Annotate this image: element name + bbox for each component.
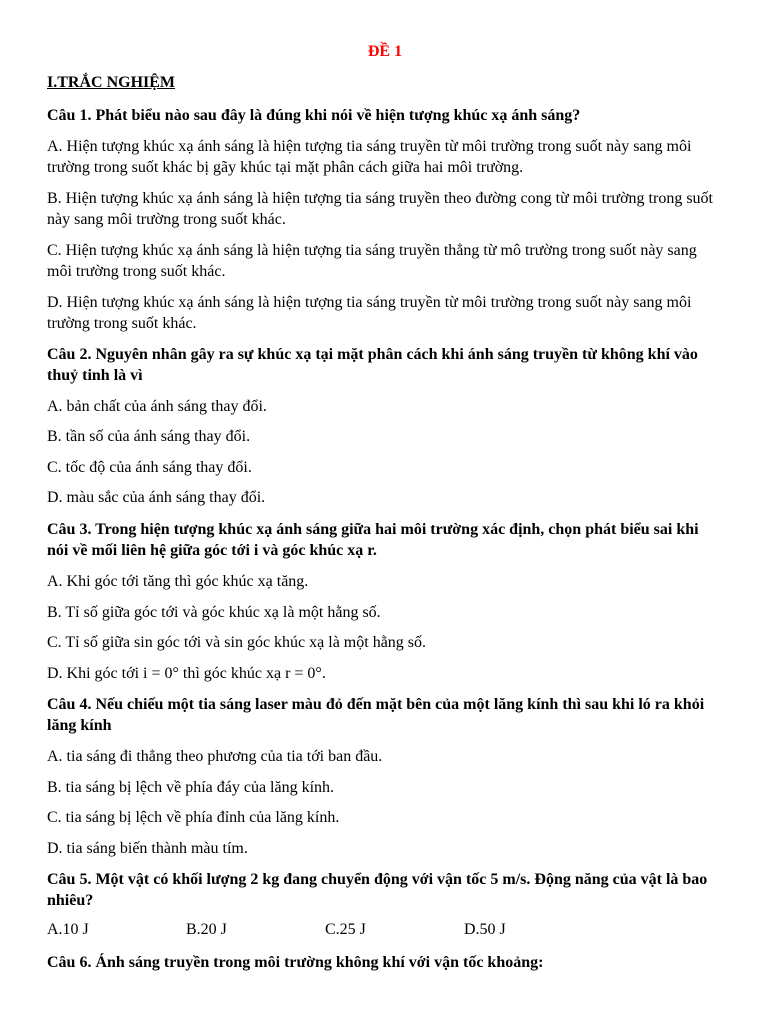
question-1-stem: Câu 1. Phát biểu nào sau đây là đúng khi nói về hiện tượng khúc xạ ánh sáng? [47, 107, 581, 124]
question-5-stem: Câu 5. Một vật có khối lượng 2 kg đang chuyển động với vận tốc 5 m/s. Động năng của vật là bao nhiêu? [47, 871, 708, 909]
section-heading: I.TRẮC NGHIỆM [47, 74, 176, 91]
question-4-option-b: B. tia sáng bị lệch về phía đáy của lăng kính. [47, 779, 335, 796]
question-3-option-d: D. Khi góc tới i = 0° thì góc khúc xạ r = 0°. [47, 665, 326, 682]
question-3-option-b: B. Tỉ số giữa góc tới và góc khúc xạ là một hằng số. [47, 604, 381, 621]
question-5-option-d: D.50 J [464, 921, 506, 938]
question-5-option-c: C.25 J [325, 921, 366, 938]
question-4-option-c: C. tia sáng bị lệch về phía đỉnh của lăng kính. [47, 809, 340, 826]
question-2-stem: Câu 2. Nguyên nhân gây ra sự khúc xạ tại mặt phân cách khi ánh sáng truyền từ không khí vào thuỷ tinh là vì [47, 346, 698, 384]
exam-title: ĐỀ 1 [367, 43, 403, 60]
question-1-option-d: D. Hiện tượng khúc xạ ánh sáng là hiện tượng tia sáng truyền từ môi trường trong suốt này sang môi trường trong suốt khác. [47, 294, 692, 332]
question-1-option-c: C. Hiện tượng khúc xạ ánh sáng là hiện tượng tia sáng truyền thẳng từ mô trường trong suốt này sang môi trường trong suốt khác. [47, 242, 697, 280]
question-5-option-b: B.20 J [186, 921, 227, 938]
question-2-option-c: C. tốc độ của ánh sáng thay đổi. [47, 459, 252, 476]
question-5-option-a: A.10 J [47, 921, 89, 938]
question-4-option-a: A. tia sáng đi thẳng theo phương của tia tới ban đầu. [47, 748, 383, 765]
question-1-option-a: A. Hiện tượng khúc xạ ánh sáng là hiện tượng tia sáng truyền từ môi trường trong suốt này sang môi trường trong suốt khác bị gãy khúc tại mặt phân cách giữa hai môi trường. [47, 138, 692, 176]
question-2-option-b: B. tần số của ánh sáng thay đổi. [47, 428, 251, 445]
question-3-option-c: C. Tỉ số giữa sin góc tới và sin góc khúc xạ là một hằng số. [47, 634, 427, 651]
question-4-stem: Câu 4. Nếu chiếu một tia sáng laser màu đỏ đến mặt bên của một lăng kính thì sau khi ló ra khỏi lăng kính [47, 696, 705, 734]
question-3-option-a: A. Khi góc tới tăng thì góc khúc xạ tăng. [47, 573, 309, 590]
question-4-option-d: D. tia sáng biến thành màu tím. [47, 840, 248, 857]
question-1-option-b: B. Hiện tượng khúc xạ ánh sáng là hiện tượng tia sáng truyền theo đường cong từ môi trường trong suốt này sang môi trường trong suốt khác. [47, 190, 713, 228]
question-2-option-d: D. màu sắc của ánh sáng thay đổi. [47, 489, 266, 506]
question-6-stem: Câu 6. Ánh sáng truyền trong môi trường không khí với vận tốc khoảng: [47, 954, 544, 971]
question-2-option-a: A. bản chất của ánh sáng thay đổi. [47, 398, 267, 415]
question-3-stem: Câu 3. Trong hiện tượng khúc xạ ánh sáng giữa hai môi trường xác định, chọn phát biểu sai khi nói về mối liên hệ giữa góc tới i và góc khúc xạ r. [47, 521, 699, 559]
